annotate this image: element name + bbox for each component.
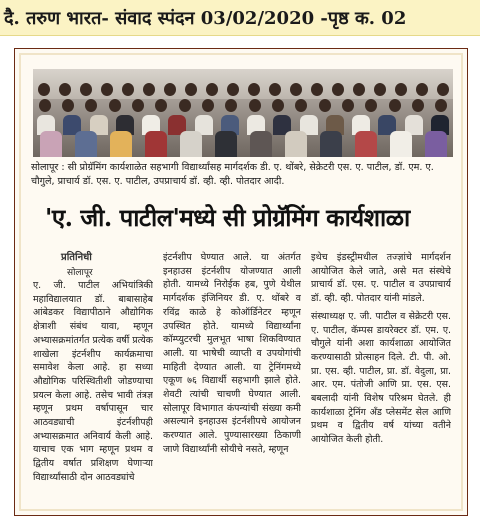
photo-back-row — [33, 83, 453, 96]
article-column-3 — [311, 251, 451, 516]
column-3-paragraph-1: इथेच इंडस्ट्रीमधील तज्ज्ञांचे मार्गदर्शन आयोजित केले जाते, असे मत संस्थेचे प्राचार्य डॉ. एस. ए. पाटील व उपप्राचार्य डॉ. व्ही. व्ही. पोतदार यांनी मांडले. — [311, 252, 451, 305]
article-column-1 — [33, 279, 153, 516]
newspaper-masthead: दै. तरुण भारत- संवाद स्पंदन 03/02/2020 -पृष्ठ क. 02 — [0, 0, 480, 36]
photo-front-row — [33, 131, 453, 157]
newspaper-clipping — [14, 48, 468, 516]
article-dateline: सोलापूर — [67, 268, 93, 278]
group-photo — [33, 69, 453, 157]
column-2-text: इंटर्नशीप घेण्यात आले. या अंतर्गत इनहाउस इंटर्नशीप योजण्यात आली होती. यामध्ये निरोईक हब, पुणे येथील मार्गदर्शक इंजिनियर डी. ए. थोंबरे व रविंद्र काळे हे कोऑर्डिनेटर म्हणून उपस्थित होते. यामध्ये विद्यार्थ्यांना कॉम्प्युटरची मुलभूत भाषा शिकविण्यात आली. या भाषेची व्याप्ती व उपयोगांची माहिती देण्यात आली. या ट्रेनिंगमध्ये एकूण ७६ विद्यार्थी सहभागी झाले होते. शेवटी त्यांची चाचणी घेण्यात आली. सोलापूर विभागात कंपन्यांची संख्या कमी असल्याने इनहाउस इंटर्नशीपचे आयोजन करण्यात आले. पुण्यासारख्या ठिकाणी जाणे विद्यार्थ्यांनी सोयीचे नसते, म्हणून — [163, 252, 301, 455]
article-column-2 — [163, 251, 301, 516]
photo-caption: सोलापूर : सी प्रोग्रॅमिंग कार्यशाळेत सहभागी विद्यार्थ्यांसह मार्गदर्शक डी. ए. थोंबरे, सेक्रेटरी एस. ए. पाटील, डॉ. एम. ए. चौगुले, प्राचार्य डॉ. एस. ए. पाटील, उपप्राचार्य डॉ. व्ही. व्ही. पोतदार आदी. — [31, 162, 434, 187]
article-byline: प्रतिनिधी — [61, 252, 92, 263]
column-3-paragraph-2: संस्थाध्यक्ष ए. जी. पाटील व सेक्रेटरी एस. ए. पाटील, कॅम्पस डायरेक्टर डॉ. एम. ए. चौगुले यांनी अशा कार्यशाळा आयोजित करण्यासाठी प्रोत्साहन दिले. टी. पी. ओ. प्रा. एस. व्ही. पाटील, प्रा. डॉ. वेदुला, प्रा. आर. एम. पंतोजी आणि प्रा. एस. एस. बबलादी यांनी विशेष परिश्रम घेतले. ही कार्यशाळा ट्रेनिंग ॲंड प्लेसमेंट सेल आणि प्रथम व द्वितीय वर्ष यांच्या वतीने आयोजित केली होती. — [311, 310, 451, 446]
photo-middle-row — [33, 99, 453, 112]
clipping-frame — [19, 53, 463, 511]
article-headline: 'ए. जी. पाटील'मध्ये सी प्रोग्रॅमिंग कार्यशाळा — [45, 203, 410, 232]
column-1-text: ए. जी. पाटील अभियांत्रिकी महाविद्यालयात डॉ. बाबासाहेब आंबेडकर विद्यापीठाने औद्योगिक क्षेत्राशी संबंध यावा, म्हणून अभ्यासक्रमांतर्गत प्रत्येक वर्षी प्रत्येक शाखेला इंटर्नशीप कार्यक्रमाचा समावेश केला आहे. हा सध्या औद्योगिक परिस्थितीशी जोडण्याचा प्रयत्न केला आहे. तसेच भावी तंत्रज्ञ म्हणून प्रथम वर्षापासून चार आठवड्याची इंटर्नशीपही अभ्यासक्रमात अनिवार्य केली आहे. याचाच एक भाग म्हणून प्रथम व द्वितीय वर्षात प्रशिक्षण घेणाऱ्या विद्यार्थ्यांसाठी दोन आठवड्यांचे — [33, 280, 153, 483]
